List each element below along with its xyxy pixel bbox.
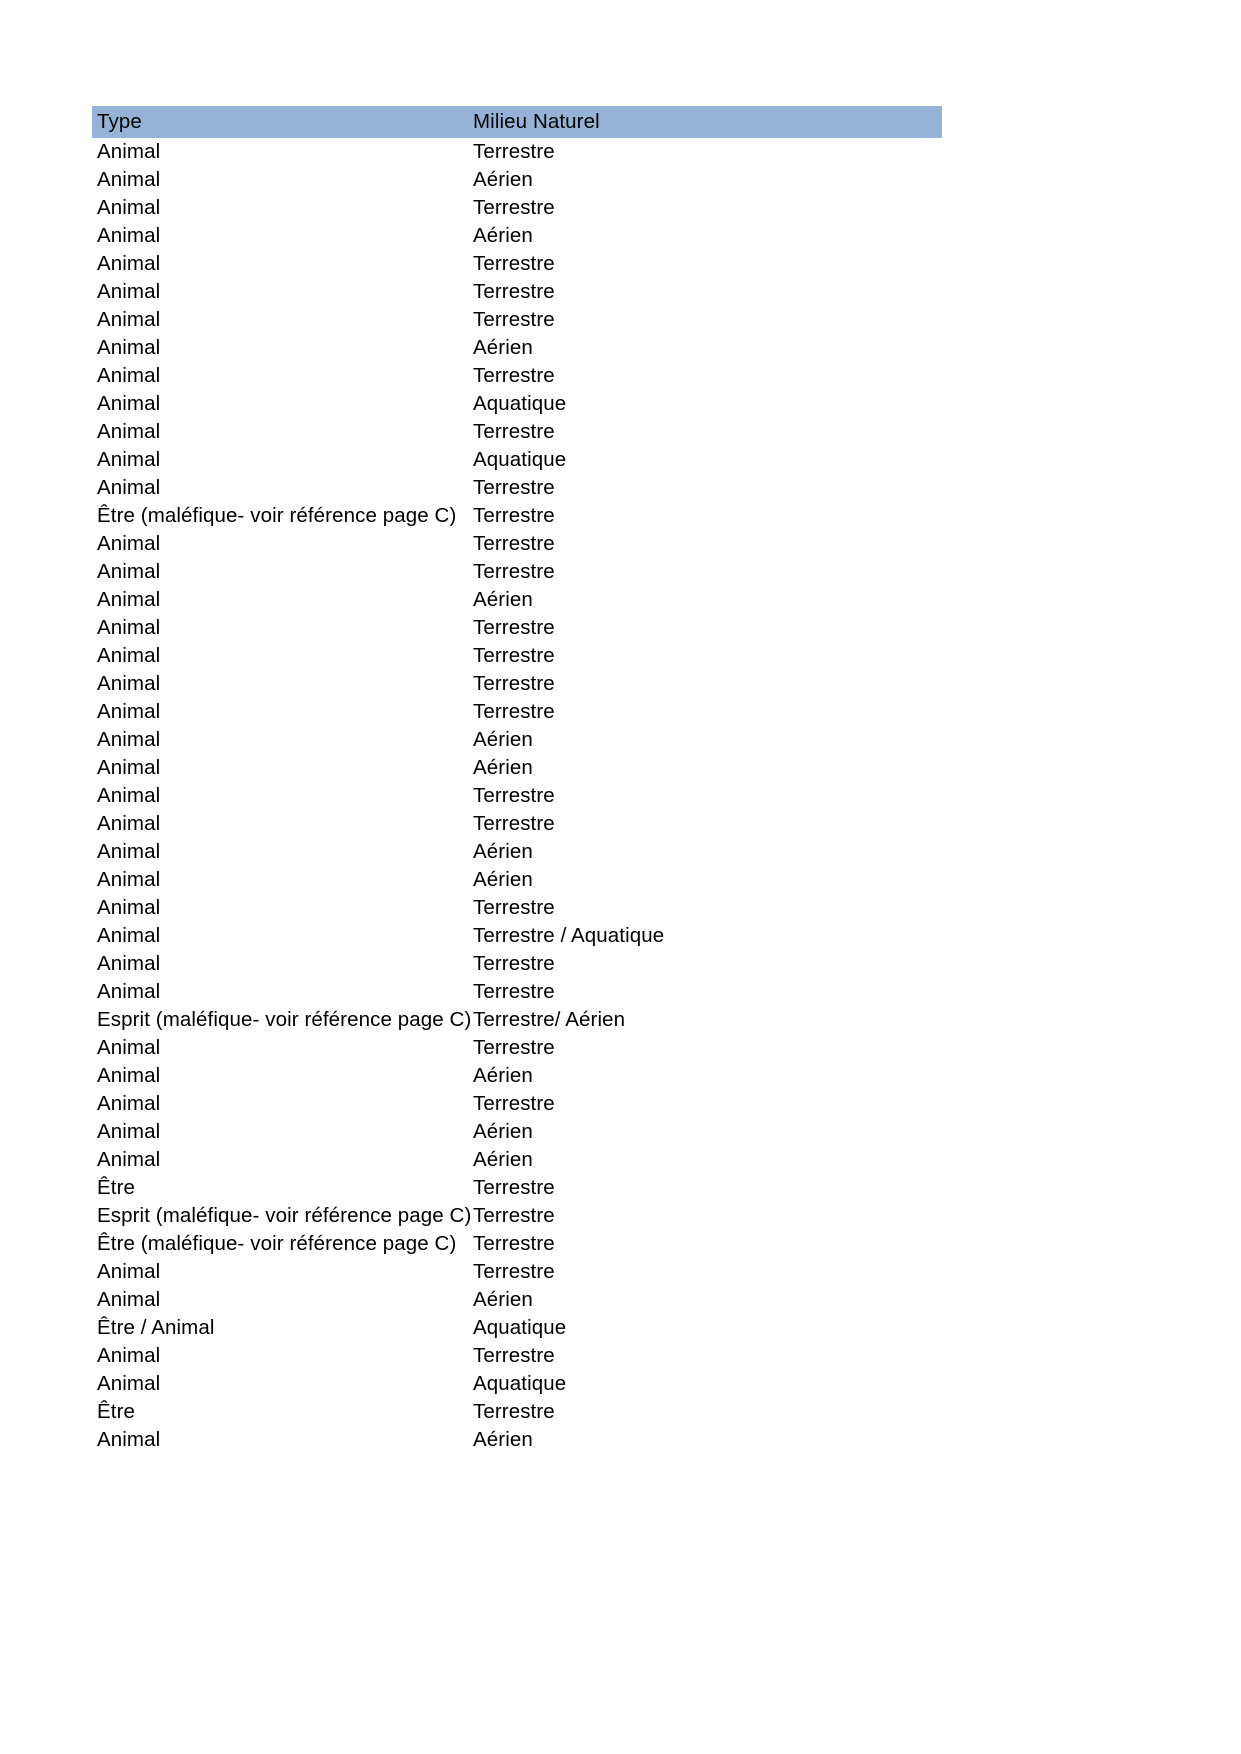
cell-milieu-naturel: Terrestre	[473, 1092, 555, 1115]
table-row	[92, 418, 942, 446]
cell-type: Animal	[97, 1260, 161, 1283]
table-row	[92, 1118, 942, 1146]
cell-type: Animal	[97, 196, 161, 219]
cell-milieu-naturel: Terrestre	[473, 616, 555, 639]
cell-milieu-naturel: Terrestre	[473, 1400, 555, 1423]
table-row	[92, 1062, 942, 1090]
table-row	[92, 1370, 942, 1398]
cell-type: Animal	[97, 588, 161, 611]
cell-milieu-naturel: Terrestre	[473, 560, 555, 583]
cell-type: Animal	[97, 1036, 161, 1059]
cell-type: Animal	[97, 756, 161, 779]
cell-type: Animal	[97, 532, 161, 555]
table-row	[92, 390, 942, 418]
table-body	[92, 138, 942, 1454]
cell-milieu-naturel: Terrestre	[473, 140, 555, 163]
cell-milieu-naturel: Terrestre	[473, 896, 555, 919]
cell-type: Animal	[97, 560, 161, 583]
cell-type: Animal	[97, 644, 161, 667]
cell-type: Animal	[97, 1064, 161, 1087]
cell-type: Animal	[97, 308, 161, 331]
cell-milieu-naturel: Aérien	[473, 868, 533, 891]
cell-milieu-naturel: Terrestre	[473, 672, 555, 695]
table-row	[92, 1314, 942, 1342]
cell-milieu-naturel: Terrestre	[473, 980, 555, 1003]
table-row	[92, 1398, 942, 1426]
cell-type: Animal	[97, 924, 161, 947]
table-row	[92, 1146, 942, 1174]
cell-milieu-naturel: Terrestre	[473, 420, 555, 443]
cell-type: Animal	[97, 1120, 161, 1143]
cell-type: Être	[97, 1400, 135, 1423]
cell-milieu-naturel: Aérien	[473, 840, 533, 863]
cell-milieu-naturel: Aérien	[473, 224, 533, 247]
cell-type: Animal	[97, 728, 161, 751]
cell-milieu-naturel: Terrestre / Aquatique	[473, 924, 665, 947]
cell-milieu-naturel: Aérien	[473, 728, 533, 751]
cell-type: Animal	[97, 168, 161, 191]
cell-milieu-naturel: Aérien	[473, 756, 533, 779]
cell-type: Être (maléfique- voir référence page C)	[97, 1232, 457, 1255]
table-row	[92, 1258, 942, 1286]
table-row	[92, 1174, 942, 1202]
cell-type: Animal	[97, 868, 161, 891]
cell-milieu-naturel: Terrestre	[473, 196, 555, 219]
table-row	[92, 894, 942, 922]
table-row	[92, 1006, 942, 1034]
cell-type: Animal	[97, 812, 161, 835]
table-row	[92, 446, 942, 474]
cell-type: Être / Animal	[97, 1316, 215, 1339]
cell-milieu-naturel: Terrestre/ Aérien	[473, 1008, 626, 1031]
cell-type: Animal	[97, 1288, 161, 1311]
cell-type: Animal	[97, 224, 161, 247]
table-row	[92, 726, 942, 754]
cell-milieu-naturel: Terrestre	[473, 280, 555, 303]
table-row	[92, 810, 942, 838]
cell-milieu-naturel: Aquatique	[473, 448, 567, 471]
cell-milieu-naturel: Aérien	[473, 588, 533, 611]
table-row	[92, 222, 942, 250]
cell-type: Animal	[97, 700, 161, 723]
cell-milieu-naturel: Terrestre	[473, 308, 555, 331]
cell-type: Animal	[97, 140, 161, 163]
cell-milieu-naturel: Terrestre	[473, 1232, 555, 1255]
cell-type: Animal	[97, 952, 161, 975]
cell-milieu-naturel: Aérien	[473, 168, 533, 191]
cell-milieu-naturel: Terrestre	[473, 504, 555, 527]
table-row	[92, 670, 942, 698]
cell-milieu-naturel: Terrestre	[473, 952, 555, 975]
table-row	[92, 1202, 942, 1230]
cell-milieu-naturel: Terrestre	[473, 1344, 555, 1367]
cell-type: Esprit (maléfique- voir référence page C)	[97, 1008, 472, 1031]
cell-milieu-naturel: Aérien	[473, 336, 533, 359]
table-row	[92, 334, 942, 362]
column-header-type: Type	[97, 110, 142, 133]
cell-type: Animal	[97, 392, 161, 415]
cell-milieu-naturel: Aquatique	[473, 392, 567, 415]
table-row	[92, 1090, 942, 1118]
table-row	[92, 838, 942, 866]
cell-milieu-naturel: Terrestre	[473, 784, 555, 807]
cell-type: Animal	[97, 616, 161, 639]
cell-type: Animal	[97, 1372, 161, 1395]
cell-type: Animal	[97, 840, 161, 863]
cell-type: Animal	[97, 672, 161, 695]
table-header	[92, 106, 942, 138]
cell-milieu-naturel: Terrestre	[473, 1260, 555, 1283]
table-row	[92, 866, 942, 894]
cell-type: Animal	[97, 336, 161, 359]
table-row	[92, 278, 942, 306]
cell-type: Animal	[97, 252, 161, 275]
table-header-row	[92, 106, 942, 138]
cell-type: Animal	[97, 1092, 161, 1115]
cell-type: Animal	[97, 280, 161, 303]
column-header-milieu-naturel: Milieu Naturel	[473, 110, 600, 133]
table-row	[92, 474, 942, 502]
cell-milieu-naturel: Terrestre	[473, 1204, 555, 1227]
table-row	[92, 950, 942, 978]
table-row	[92, 166, 942, 194]
table-row	[92, 194, 942, 222]
cell-type: Animal	[97, 448, 161, 471]
cell-milieu-naturel: Aérien	[473, 1428, 533, 1451]
cell-type: Animal	[97, 1344, 161, 1367]
table-row	[92, 138, 942, 166]
cell-milieu-naturel: Aérien	[473, 1120, 533, 1143]
table-row	[92, 642, 942, 670]
table-row	[92, 614, 942, 642]
table-row	[92, 306, 942, 334]
cell-type: Esprit (maléfique- voir référence page C)	[97, 1204, 472, 1227]
cell-type: Animal	[97, 784, 161, 807]
cell-milieu-naturel: Terrestre	[473, 812, 555, 835]
cell-milieu-naturel: Aquatique	[473, 1372, 567, 1395]
cell-milieu-naturel: Aérien	[473, 1148, 533, 1171]
cell-type: Être	[97, 1176, 135, 1199]
table-row	[92, 1034, 942, 1062]
cell-milieu-naturel: Aérien	[473, 1064, 533, 1087]
table-row	[92, 754, 942, 782]
cell-type: Animal	[97, 1428, 161, 1451]
cell-type: Animal	[97, 1148, 161, 1171]
cell-milieu-naturel: Terrestre	[473, 700, 555, 723]
table-row	[92, 502, 942, 530]
cell-type: Animal	[97, 476, 161, 499]
cell-type: Animal	[97, 364, 161, 387]
table-row	[92, 1342, 942, 1370]
cell-milieu-naturel: Terrestre	[473, 1176, 555, 1199]
cell-milieu-naturel: Terrestre	[473, 364, 555, 387]
cell-type: Animal	[97, 980, 161, 1003]
table-row	[92, 362, 942, 390]
cell-type: Être (maléfique- voir référence page C)	[97, 504, 457, 527]
table-row	[92, 1230, 942, 1258]
table-row	[92, 978, 942, 1006]
table-row	[92, 530, 942, 558]
cell-milieu-naturel: Terrestre	[473, 532, 555, 555]
table-row	[92, 250, 942, 278]
table-row	[92, 922, 942, 950]
table-row	[92, 586, 942, 614]
table-row	[92, 782, 942, 810]
cell-milieu-naturel: Terrestre	[473, 476, 555, 499]
table-row	[92, 698, 942, 726]
table-row	[92, 1426, 942, 1454]
cell-milieu-naturel: Terrestre	[473, 1036, 555, 1059]
table-row	[92, 1286, 942, 1314]
cell-milieu-naturel: Aquatique	[473, 1316, 567, 1339]
cell-milieu-naturel: Terrestre	[473, 252, 555, 275]
classification-table	[92, 106, 942, 1454]
cell-type: Animal	[97, 896, 161, 919]
cell-milieu-naturel: Terrestre	[473, 644, 555, 667]
cell-milieu-naturel: Aérien	[473, 1288, 533, 1311]
table-row	[92, 558, 942, 586]
cell-type: Animal	[97, 420, 161, 443]
